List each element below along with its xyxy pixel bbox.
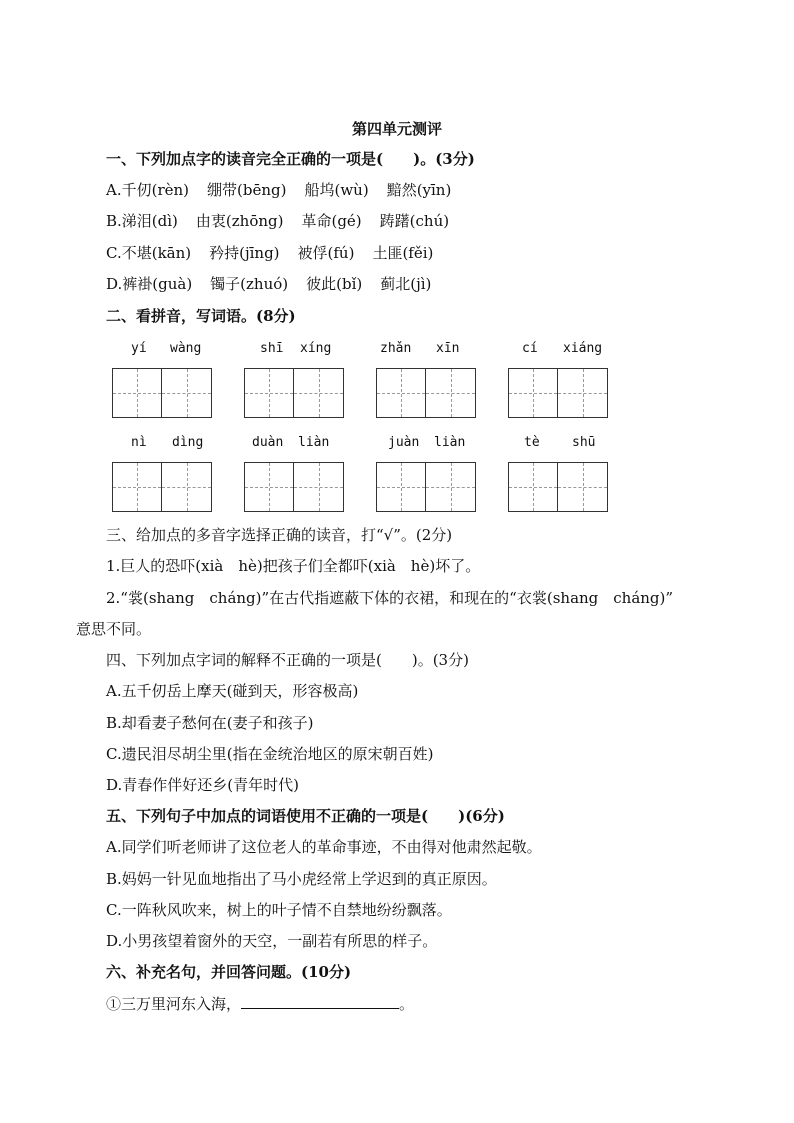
- writing-grid[interactable]: [244, 368, 344, 418]
- grid-cell[interactable]: [294, 368, 344, 418]
- grid-cell[interactable]: [508, 368, 558, 418]
- q3-item-1: 1.巨人的恐吓(xià hè)把孩子们全都吓(xià hè)坏了。: [106, 557, 481, 575]
- pinyin: yí: [131, 341, 147, 356]
- grid-cell[interactable]: [244, 368, 294, 418]
- answer-blank[interactable]: [241, 993, 399, 1009]
- option-word: 黯然(yīn): [386, 181, 452, 199]
- option-word: 由衷(zhōng): [195, 212, 284, 230]
- pinyin: zhǎn: [380, 341, 412, 356]
- grid-cell[interactable]: [508, 462, 558, 512]
- pinyin: xīn: [436, 341, 460, 356]
- q6-item-1-prefix: ①三万里河东入海，: [106, 995, 242, 1013]
- q3-item-2: 2.“裳(shang cháng)”在古代指遮蔽下体的衣裙，和现在的“衣裳(shang cháng)”: [106, 589, 674, 607]
- option-word: 土匪(fěi): [372, 244, 434, 262]
- grid-cell[interactable]: [426, 462, 476, 512]
- pinyin: nì: [131, 435, 147, 450]
- q4-heading: 四、下列加点字词的解释不正确的一项是( )。(3分): [106, 651, 469, 669]
- q6-heading: 六、补充名句，并回答问题。(10分): [106, 963, 352, 981]
- q2-heading: 二、看拼音，写词语。(8分): [106, 307, 296, 325]
- pinyin: duàn: [252, 435, 284, 450]
- q1-option-c: [106, 242, 744, 264]
- pinyin: liàn: [298, 435, 330, 450]
- q1-heading: 一、下列加点字的读音完全正确的一项是( )。(3分): [106, 150, 475, 168]
- grid-cell[interactable]: [426, 368, 476, 418]
- writing-grid[interactable]: [244, 462, 344, 512]
- option-word: 踌躇(chú): [379, 212, 450, 230]
- option-word: C.不堪(kān): [106, 244, 192, 262]
- page-title: 第四单元测评: [351, 120, 442, 138]
- option-word: 被俘(fú): [297, 244, 355, 262]
- grid-cell[interactable]: [162, 462, 212, 512]
- option-word: 矜持(jīng): [209, 244, 280, 262]
- writing-grid[interactable]: [508, 368, 608, 418]
- q3-item-2-continued: 意思不同。: [76, 620, 152, 638]
- grid-cell[interactable]: [112, 368, 162, 418]
- option-word: 镯子(zhuó): [210, 275, 289, 293]
- option-word: 彼此(bǐ): [306, 275, 363, 293]
- pinyin: xíng: [300, 341, 332, 356]
- writing-grid[interactable]: [508, 462, 608, 512]
- option-word: D.裤褂(guà): [106, 275, 193, 293]
- option-word: 船坞(wù): [304, 181, 369, 199]
- grid-cell[interactable]: [112, 462, 162, 512]
- q1-option-a: [106, 179, 744, 201]
- q5-option-b: B.妈妈一针见血地指出了马小虎经常上学迟到的真正原因。: [106, 870, 497, 888]
- pinyin: wàng: [170, 341, 202, 356]
- q5-heading: 五、下列句子中加点的词语使用不正确的一项是( )(6分): [106, 807, 505, 825]
- option-word: A.千仞(rèn): [106, 181, 190, 199]
- option-word: 绷带(bēng): [207, 181, 287, 199]
- writing-grid[interactable]: [112, 368, 212, 418]
- option-word: 革命(gé): [301, 212, 362, 230]
- writing-grid[interactable]: [376, 462, 476, 512]
- writing-grid[interactable]: [112, 462, 212, 512]
- pinyin: xiáng: [563, 341, 603, 356]
- grid-cell[interactable]: [294, 462, 344, 512]
- q1-option-b: [106, 210, 744, 232]
- pinyin: shī: [260, 341, 284, 356]
- q4-option-a: A.五千仞岳上摩天(碰到天，形容极高): [106, 682, 359, 700]
- option-word: 蓟北(jì): [380, 275, 432, 293]
- q5-option-c: C.一阵秋风吹来，树上的叶子情不自禁地纷纷飘落。: [106, 901, 452, 919]
- pinyin: cí: [522, 341, 538, 356]
- q4-option-c: C.遗民泪尽胡尘里(指在金统治地区的原宋朝百姓): [106, 745, 434, 763]
- pinyin: tè: [524, 435, 540, 450]
- q5-option-d: D.小男孩望着窗外的天空，一副若有所思的样子。: [106, 932, 438, 950]
- pinyin: shū: [572, 435, 596, 450]
- writing-grid[interactable]: [376, 368, 476, 418]
- pinyin: juàn: [388, 435, 420, 450]
- grid-cell[interactable]: [162, 368, 212, 418]
- q3-heading: 三、给加点的多音字选择正确的读音，打“√”。(2分): [106, 526, 453, 544]
- grid-cell[interactable]: [558, 462, 608, 512]
- q4-option-d: D.青春作伴好还乡(青年时代): [106, 776, 299, 794]
- grid-cell[interactable]: [376, 462, 426, 512]
- grid-cell[interactable]: [376, 368, 426, 418]
- grid-cell[interactable]: [244, 462, 294, 512]
- pinyin: liàn: [434, 435, 466, 450]
- q6-item-1-suffix: 。: [399, 995, 415, 1013]
- option-word: B.涕泪(dì): [106, 212, 178, 230]
- pinyin: dìng: [172, 435, 204, 450]
- grid-cell[interactable]: [558, 368, 608, 418]
- q4-option-b: B.却看妻子愁何在(妻子和孩子): [106, 714, 314, 732]
- q6-item-1: [106, 993, 744, 1015]
- q1-option-d: [106, 273, 744, 295]
- q5-option-a: A.同学们听老师讲了这位老人的革命事迹，不由得对他肃然起敬。: [106, 838, 542, 856]
